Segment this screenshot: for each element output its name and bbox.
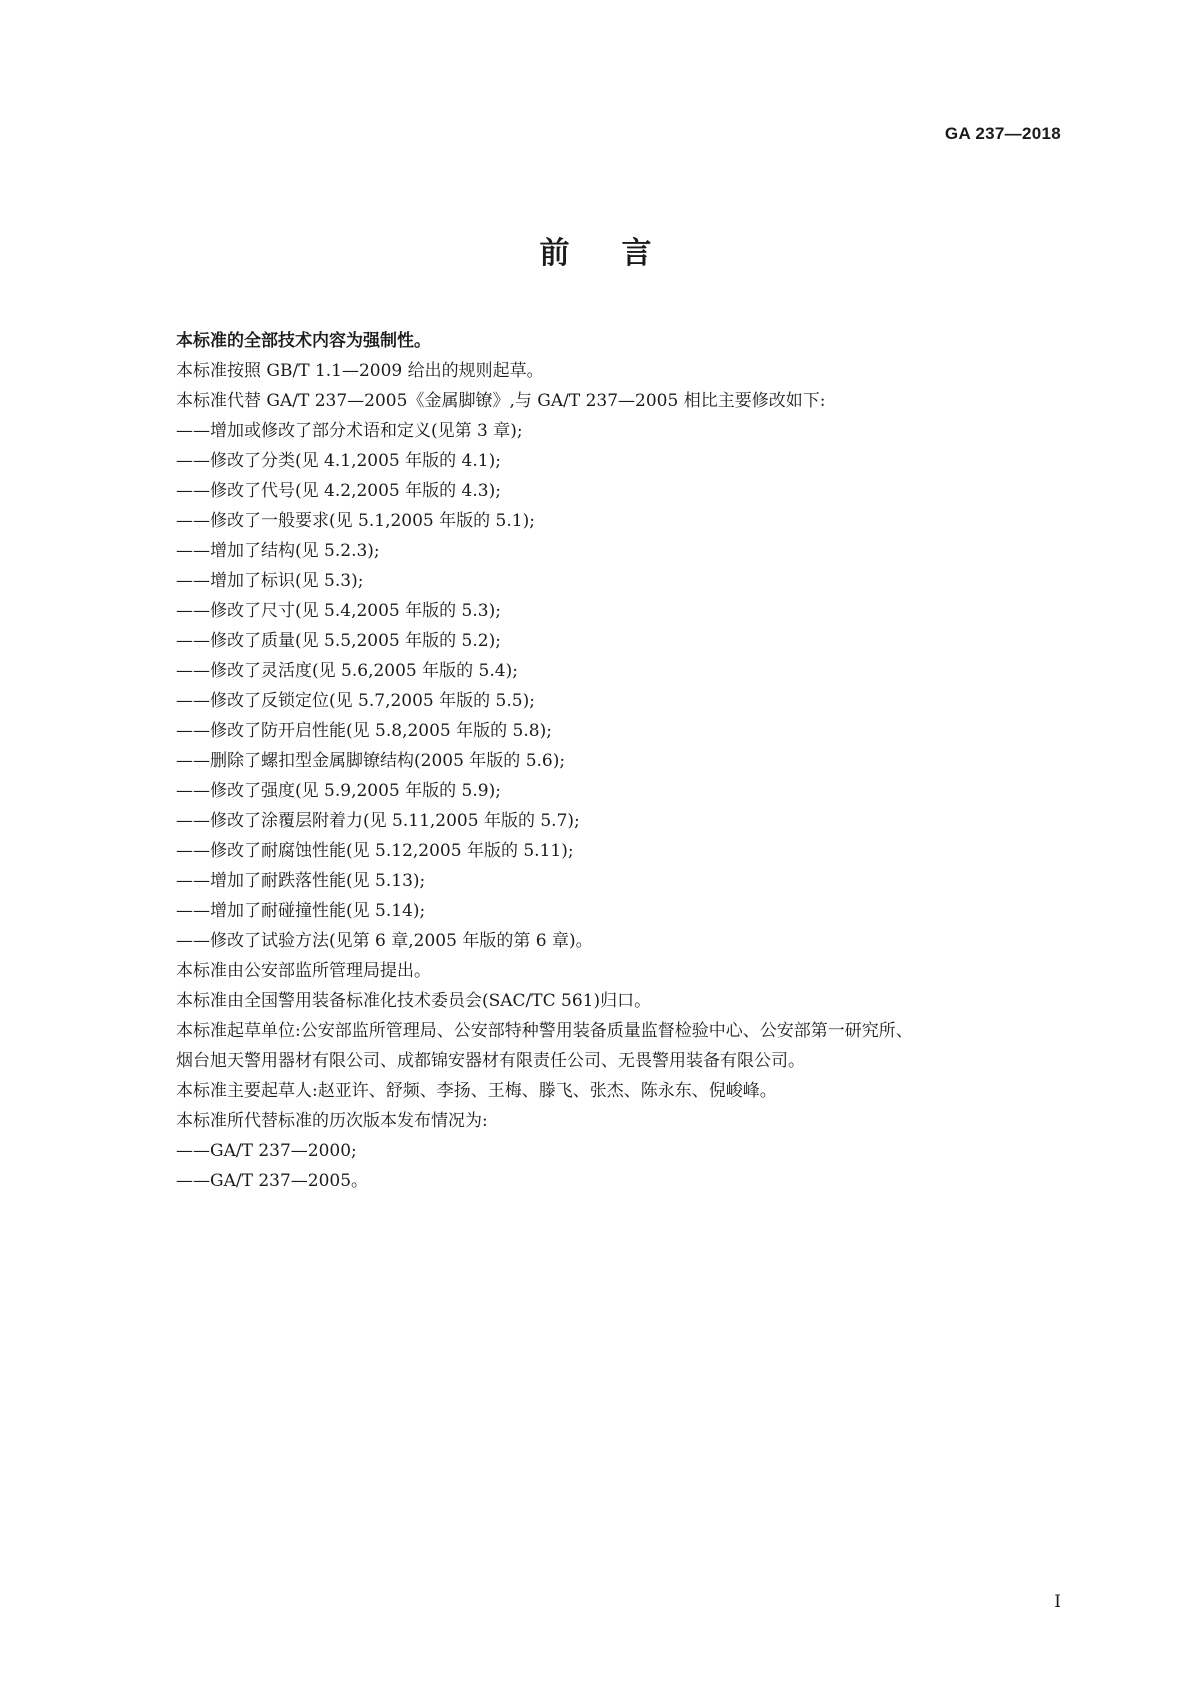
list-item: ——修改了分类(见 4.1,2005 年版的 4.1); <box>176 451 501 471</box>
replaces-paragraph: 本标准代替 GA/T 237—2005《金属脚镣》,与 GA/T 237—2005 相比主要修改如下: <box>176 391 826 411</box>
proposed-by-paragraph: 本标准由公安部监所管理局提出。 <box>176 961 431 981</box>
list-item: ——增加了结构(见 5.2.3); <box>176 541 380 561</box>
list-item: ——GA/T 237—2005。 <box>176 1171 369 1191</box>
drafting-rule-paragraph: 本标准按照 GB/T 1.1—2009 给出的规则起草。 <box>176 361 544 381</box>
foreword-body <box>176 326 1061 1196</box>
list-item: ——修改了代号(见 4.2,2005 年版的 4.3); <box>176 481 501 501</box>
list-item: ——增加了耐碰撞性能(见 5.14); <box>176 901 426 921</box>
history-intro-paragraph: 本标准所代替标准的历次版本发布情况为: <box>176 1111 488 1131</box>
list-item: ——修改了防开启性能(见 5.8,2005 年版的 5.8); <box>176 721 552 741</box>
drafting-units-paragraph: 本标准起草单位:公安部监所管理局、公安部特种警用装备质量监督检验中心、公安部第一研究所、 <box>176 1021 913 1041</box>
list-item: ——修改了一般要求(见 5.1,2005 年版的 5.1); <box>176 511 535 531</box>
page-title: 前言 <box>539 236 704 271</box>
history-list <box>176 1136 1061 1196</box>
list-item: ——修改了涂覆层附着力(见 5.11,2005 年版的 5.7); <box>176 811 580 831</box>
list-item: ——修改了质量(见 5.5,2005 年版的 5.2); <box>176 631 501 651</box>
list-item: ——删除了螺扣型金属脚镣结构(2005 年版的 5.6); <box>176 751 566 771</box>
list-item: ——增加了标识(见 5.3); <box>176 571 364 591</box>
list-item: ——增加或修改了部分术语和定义(见第 3 章); <box>176 421 523 441</box>
changes-list <box>176 416 1061 956</box>
mandatory-statement: 本标准的全部技术内容为强制性。 <box>176 331 431 351</box>
document-code: GA 237—2018 <box>944 124 1061 143</box>
drafters-paragraph: 本标准主要起草人:赵亚许、舒频、李扬、王梅、滕飞、张杰、陈永东、倪峻峰。 <box>176 1081 777 1101</box>
list-item: ——增加了耐跌落性能(见 5.13); <box>176 871 426 891</box>
list-item: ——修改了反锁定位(见 5.7,2005 年版的 5.5); <box>176 691 535 711</box>
list-item: ——修改了耐腐蚀性能(见 5.12,2005 年版的 5.11); <box>176 841 574 861</box>
list-item: ——修改了强度(见 5.9,2005 年版的 5.9); <box>176 781 501 801</box>
centralized-by-paragraph: 本标准由全国警用装备标准化技术委员会(SAC/TC 561)归口。 <box>176 991 652 1011</box>
list-item: ——GA/T 237—2000; <box>176 1141 357 1161</box>
list-item: ——修改了试验方法(见第 6 章,2005 年版的第 6 章)。 <box>176 931 593 951</box>
list-item: ——修改了灵活度(见 5.6,2005 年版的 5.4); <box>176 661 518 681</box>
page-number: I <box>1054 1592 1061 1612</box>
list-item: ——修改了尺寸(见 5.4,2005 年版的 5.3); <box>176 601 501 621</box>
drafting-units-continuation: 烟台旭天警用器材有限公司、成都锦安器材有限责任公司、无畏警用装备有限公司。 <box>176 1051 805 1071</box>
